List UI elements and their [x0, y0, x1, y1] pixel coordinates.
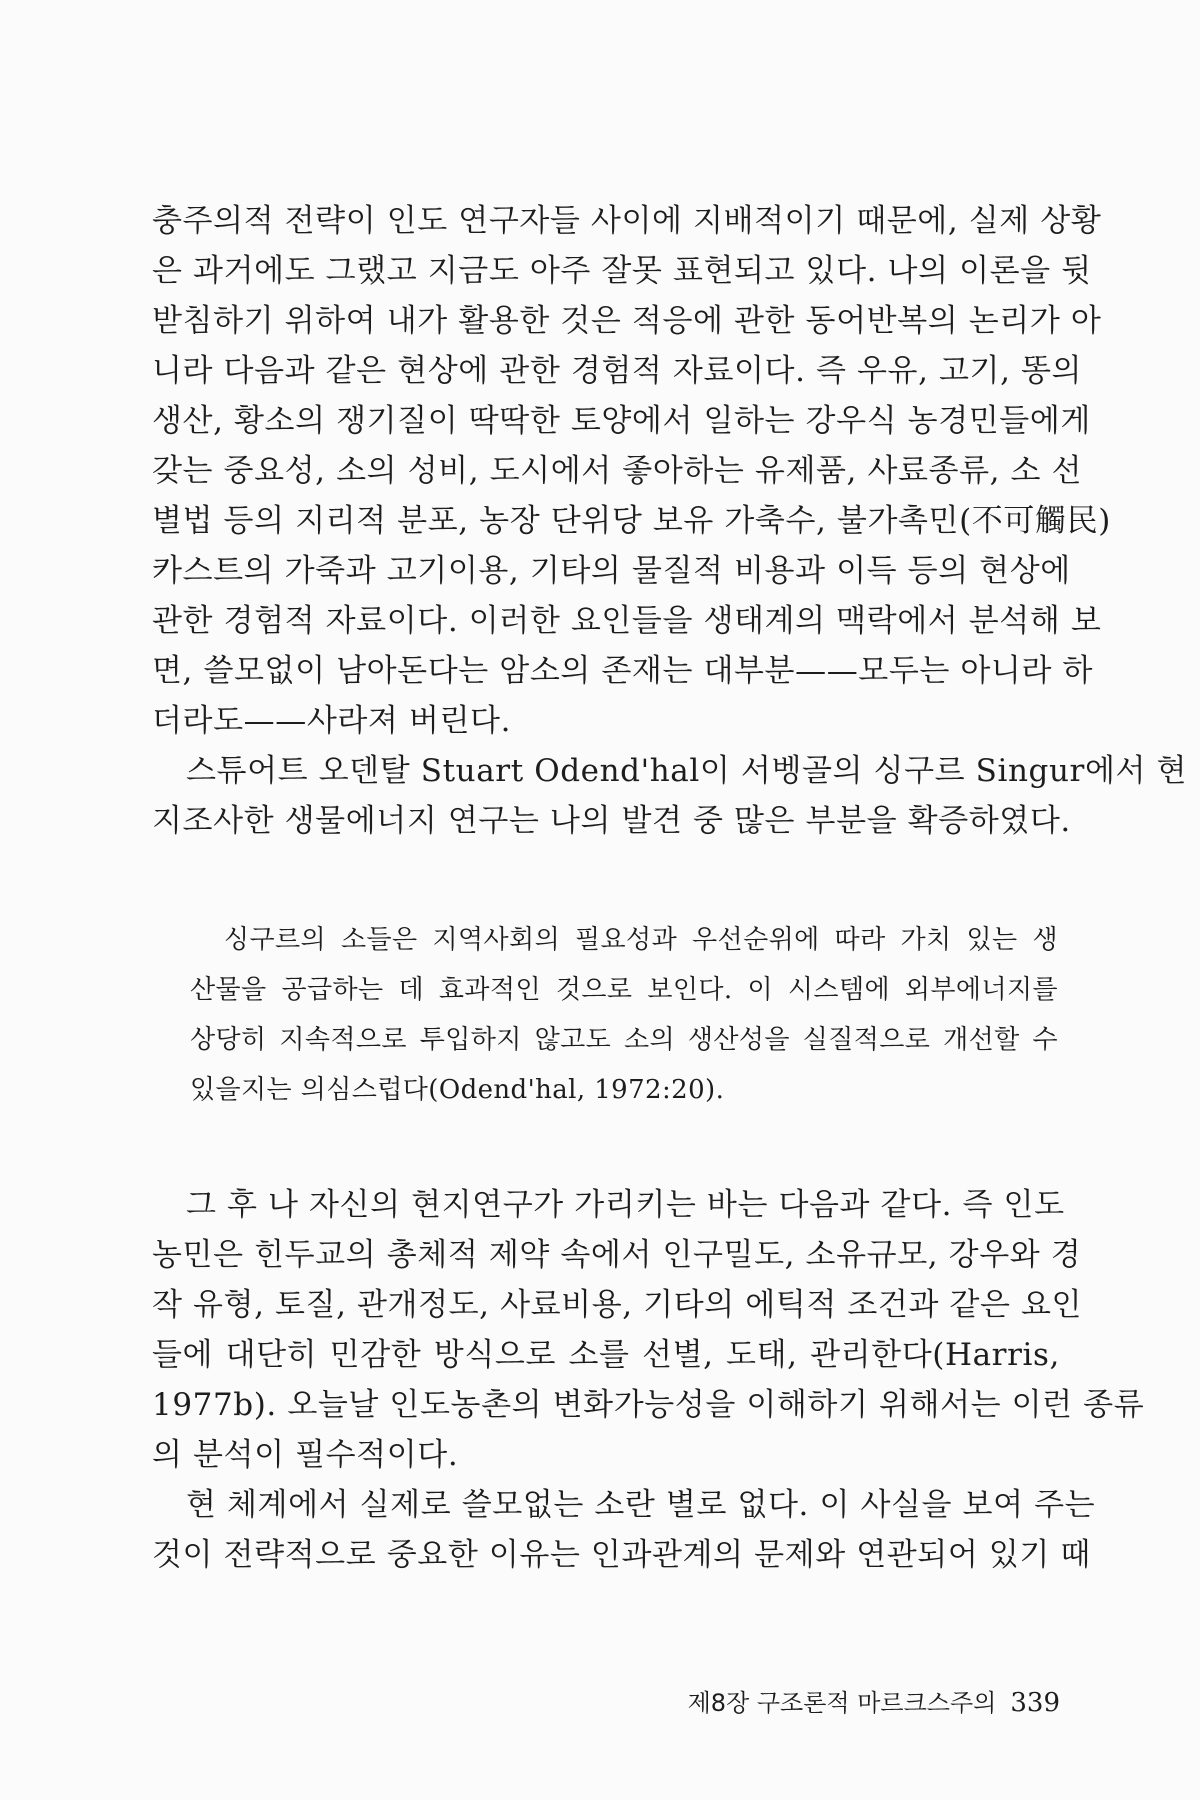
text-line: 스튜어트 오덴탈 Stuart Odend'hal이 서벵골의 싱구르 Singur에서 현 [186, 753, 1188, 789]
text-line: 별법 등의 지리적 분포, 농장 단위당 보유 가축수, 불가촉민(不可觸民) [152, 503, 1111, 539]
text-line: 그 후 나 자신의 현지연구가 가리키는 바는 다음과 같다. 즉 인도 [186, 1187, 1065, 1223]
text-line: 받침하기 위하여 내가 활용한 것은 적응에 관한 동어반복의 논리가 아 [152, 303, 1102, 339]
text-line: 카스트의 가죽과 고기이용, 기타의 물질적 비용과 이득 등의 현상에 [152, 553, 1071, 589]
quote-line: 상당히 지속적으로 투입하지 않고도 소의 생산성을 실질적으로 개선할 수 [190, 1025, 1058, 1055]
text-line: 면, 쓸모없이 남아돈다는 암소의 존재는 대부분——모두는 아니라 하 [152, 653, 1094, 689]
paragraph [152, 196, 1111, 746]
text-line: 생산, 황소의 쟁기질이 딱딱한 토양에서 일하는 강우식 농경민들에게 [152, 403, 1091, 439]
text-line: 충주의적 전략이 인도 연구자들 사이에 지배적이기 때문에, 실제 상황 [152, 203, 1102, 239]
text-line: 작 유형, 토질, 관개정도, 사료비용, 기타의 에틱적 조건과 같은 요인 [152, 1287, 1083, 1323]
text-line: 들에 대단히 민감한 방식으로 소를 선별, 도태, 관리한다(Harris, [152, 1337, 1060, 1373]
text-line: 현 체계에서 실제로 쓸모없는 소란 별로 없다. 이 사실을 보여 주는 [186, 1487, 1096, 1523]
paragraph [152, 746, 1188, 846]
page-number: 339 [1010, 1688, 1060, 1718]
quote-line: 있을지는 의심스럽다(Odend'hal, 1972:20). [190, 1075, 725, 1105]
text-line: 갖는 중요성, 소의 성비, 도시에서 좋아하는 유제품, 사료종류, 소 선 [152, 453, 1083, 489]
block-quote [190, 915, 1058, 1115]
text-line: 더라도——사라져 버린다. [152, 703, 512, 739]
page-footer [640, 1688, 1060, 1718]
quote-line: 산물을 공급하는 데 효과적인 것으로 보인다. 이 시스템에 외부에너지를 [190, 975, 1058, 1005]
text-line: 의 분석이 필수적이다. [152, 1437, 459, 1473]
text-line: 지조사한 생물에너지 연구는 나의 발견 중 많은 부분을 확증하였다. [152, 803, 1071, 839]
running-head: 제8장 구조론적 마르크스주의 [687, 1689, 997, 1717]
quote-line: 싱구르의 소들은 지역사회의 필요성과 우선순위에 따라 가치 있는 생 [224, 925, 1058, 955]
body-text-bottom [152, 1180, 1145, 1580]
text-line: 은 과거에도 그랬고 지금도 아주 잘못 표현되고 있다. 나의 이론을 뒷 [152, 253, 1092, 289]
text-line: 농민은 힌두교의 총체적 제약 속에서 인구밀도, 소유규모, 강우와 경 [152, 1237, 1082, 1273]
text-line: 관한 경험적 자료이다. 이러한 요인들을 생태계의 맥락에서 분석해 보 [152, 603, 1102, 639]
body-text-top [152, 196, 1188, 846]
text-line: 것이 전략적으로 중요한 이유는 인과관계의 문제와 연관되어 있기 때 [152, 1537, 1091, 1573]
text-line: 니라 다음과 같은 현상에 관한 경험적 자료이다. 즉 우유, 고기, 똥의 [152, 353, 1083, 389]
text-line: 1977b). 오늘날 인도농촌의 변화가능성을 이해하기 위해서는 이런 종류 [152, 1387, 1145, 1423]
paragraph [152, 1180, 1145, 1480]
paragraph [152, 1480, 1096, 1580]
